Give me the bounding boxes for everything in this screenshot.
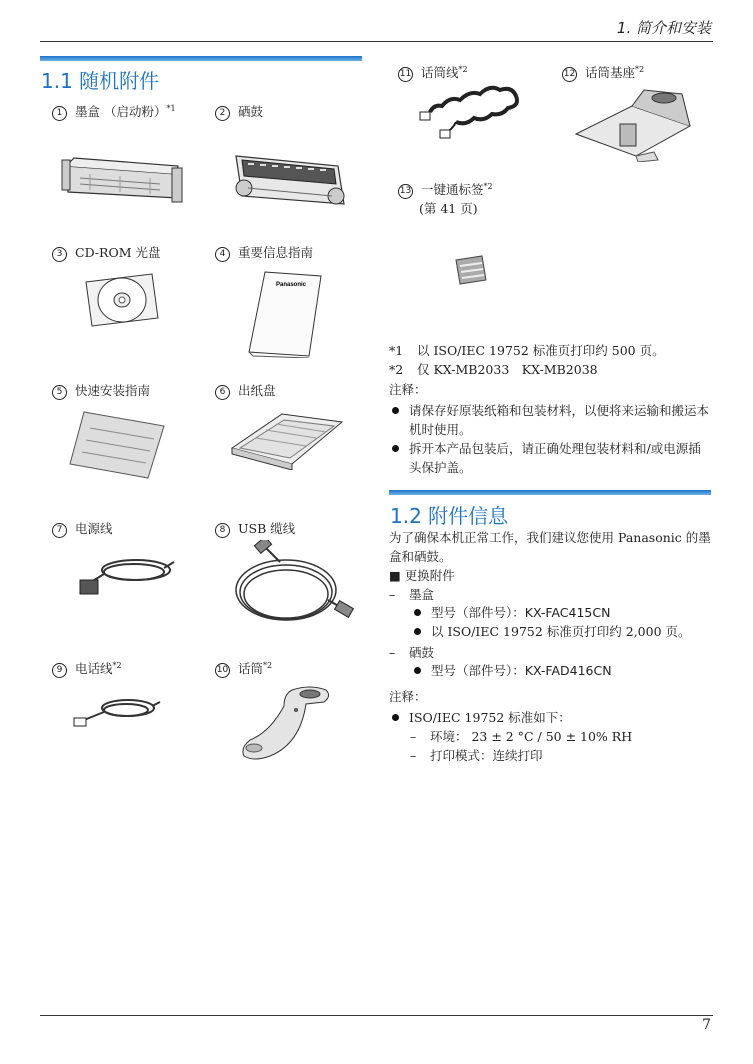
power-cord-image (78, 552, 178, 598)
note-std-row (389, 708, 711, 727)
footnote-item (389, 341, 711, 360)
guide-brand-text: Panasonic (275, 282, 307, 288)
telephone-line-image (72, 694, 162, 730)
section-title-1-2: 1.2 附件信息 (390, 504, 509, 528)
note-title-2: 注释： (389, 689, 427, 704)
item-toner (52, 102, 176, 121)
page-number: 7 (702, 1017, 711, 1033)
item-handset-cord (398, 63, 468, 82)
header-rule (40, 41, 713, 42)
item-power-cord (52, 519, 113, 538)
item-one-touch-label (398, 180, 493, 199)
footnote-ref: *2 (112, 660, 122, 670)
note-item: 拆开本产品包装后，请正确处理包装材料和/或电源插头保护盖。 (389, 439, 711, 477)
footnote-ref: *1 (166, 103, 176, 113)
item-label: 话筒基座 (585, 65, 636, 80)
item-number: 9 (52, 663, 67, 678)
note-item: 请保存好原装纸箱和包装材料，以便将来运输和搬运本机时使用。 (389, 401, 711, 439)
toner-label: – 墨盒 (389, 585, 711, 604)
item-quick-guide (52, 381, 150, 400)
quick-install-guide-image (68, 408, 168, 480)
section-title-1-1: 1.1 随机附件 (41, 69, 160, 93)
one-touch-label-image (452, 254, 488, 286)
item-label: CD-ROM 光盘 (75, 245, 161, 260)
footnote-ref: *2 (263, 660, 273, 670)
item-number: 5 (52, 385, 67, 400)
item-cdrom (52, 243, 160, 262)
item-number: 2 (215, 106, 230, 121)
paper-tray-image (226, 408, 346, 470)
handset-cord-image (416, 82, 521, 140)
usb-cable-image (220, 540, 355, 630)
important-info-guide-image (243, 270, 323, 358)
item-label: 话筒 (238, 661, 264, 676)
item-phone-line (52, 659, 122, 678)
item-drum (215, 102, 263, 121)
footnote-ref: *2 (635, 64, 645, 74)
item-label: 出纸盘 (238, 383, 276, 398)
footnotes (389, 341, 711, 379)
toner-cartridge-image (60, 148, 185, 213)
handset-image (240, 684, 335, 764)
item-number: 12 (562, 67, 577, 82)
note-title: 注释： (389, 382, 427, 397)
footnote-ref: *2 (458, 64, 468, 74)
item-label: 电源线 (75, 521, 113, 536)
footnote-text: 以 ISO/IEC 19752 标准页打印约 500 页。 (417, 343, 665, 358)
drum-details (411, 661, 711, 680)
mode-row (410, 746, 710, 765)
item-number: 8 (215, 523, 230, 538)
section-intro: 为了确保本机正常工作，我们建议您使用 Panasonic 的墨盒和硒鼓。 (389, 530, 711, 564)
item-number: 6 (215, 385, 230, 400)
item-usb-cable (215, 519, 295, 538)
item-number: 13 (398, 184, 413, 199)
footnote-mark: *2 (389, 362, 404, 377)
item-number: 7 (52, 523, 67, 538)
item-page-ref: (第 41 页) (419, 201, 478, 216)
replace-title: ■ 更换附件 (389, 568, 455, 583)
handset-cradle-image (572, 86, 692, 162)
item-number: 4 (215, 247, 230, 262)
item-number: 3 (52, 247, 67, 262)
toner-yield: 以 ISO/IEC 19752 标准页打印约 2,000 页。 (411, 622, 711, 641)
item-label: 墨盒 （启动粉） (75, 104, 167, 119)
notes-list (389, 401, 711, 477)
item-handset-cradle (562, 63, 644, 82)
drum-model: 型号（部件号）：KX-FAD416CN (411, 661, 711, 680)
footer-rule (40, 1015, 713, 1016)
drum-label: – 硒鼓 (389, 643, 711, 662)
item-important-guide (215, 243, 313, 262)
item-number: 10 (215, 663, 230, 678)
toner-model: 型号（部件号）：KX-FAC415CN (411, 603, 711, 622)
item-label: 硒鼓 (238, 104, 264, 119)
item-handset (215, 659, 272, 678)
item-label: 电话线 (75, 661, 113, 676)
toner-yield-row (411, 622, 711, 641)
drum-unit-image (228, 138, 353, 218)
item-label: 一键通标签 (421, 182, 484, 197)
item-label: 重要信息指南 (238, 245, 314, 260)
toner-details (411, 603, 711, 622)
footnote-text: 仅 KX-MB2033 KX-MB2038 (417, 362, 598, 377)
cd-rom-image (82, 268, 162, 330)
item-label: USB 缆线 (238, 521, 296, 536)
footnote-item (389, 360, 711, 379)
toner-group (389, 585, 711, 604)
section-bar (389, 490, 711, 495)
item-label: 话筒线 (421, 65, 459, 80)
drum-group (389, 643, 711, 662)
chapter-title: 1. 简介和安装 (616, 19, 711, 37)
footnote-ref: *2 (483, 181, 493, 191)
env-condition: – 环境： 23 ± 2 °C / 50 ± 10% RH (410, 727, 710, 746)
item-paper-tray (215, 381, 276, 400)
footnote-mark: *1 (389, 343, 404, 358)
note-std: ISO/IEC 19752 标准如下： (389, 708, 711, 727)
item-number: 11 (398, 67, 413, 82)
item-label: 快速安装指南 (75, 383, 151, 398)
print-mode: – 打印模式：连续打印 (410, 746, 710, 765)
section-bar (40, 56, 362, 61)
item-number: 1 (52, 106, 67, 121)
env-row (410, 727, 710, 746)
